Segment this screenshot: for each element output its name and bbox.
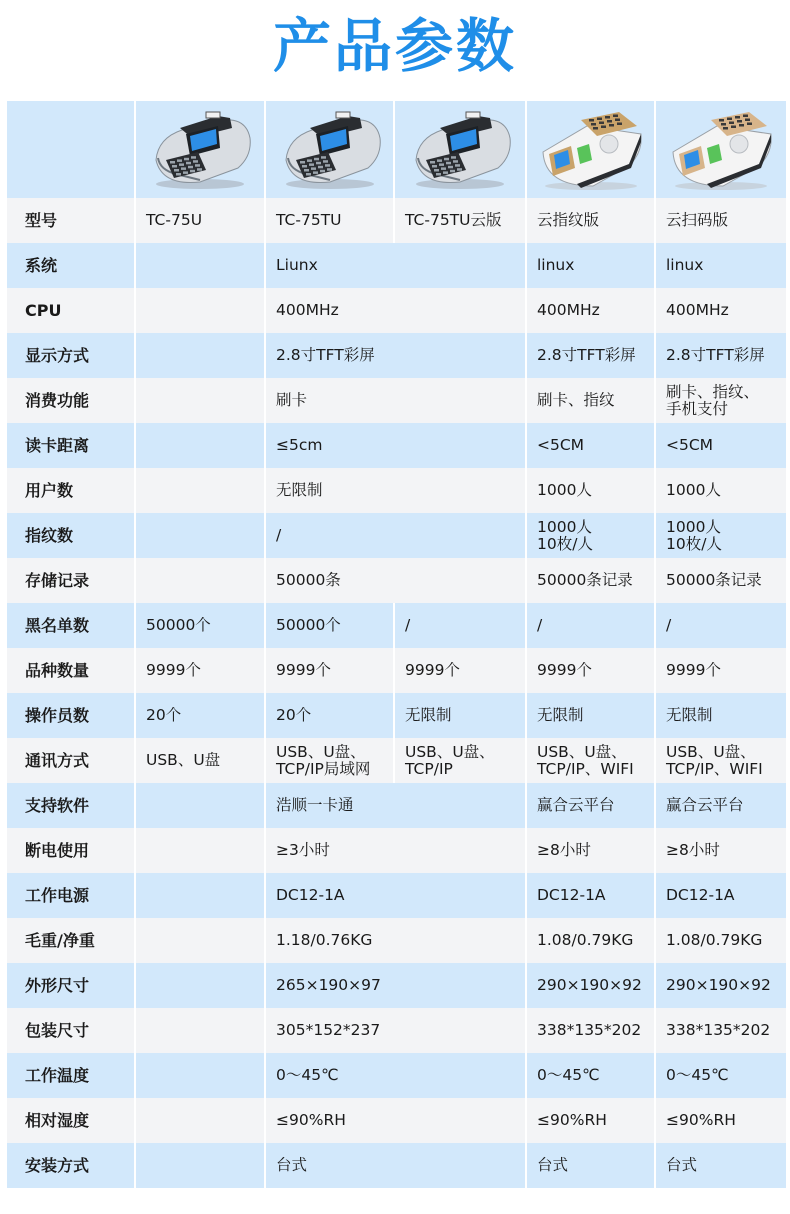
spec-value: TC-75U bbox=[136, 198, 264, 243]
spec-value: / bbox=[527, 603, 654, 648]
spec-value: USB、U盘、 TCP/IP局域网 bbox=[266, 738, 393, 783]
row-label: 系统 bbox=[7, 243, 134, 288]
spec-value: / bbox=[656, 603, 786, 648]
spec-value-shared: 305*152*237 bbox=[266, 1008, 525, 1053]
spec-value: 9999个 bbox=[136, 648, 264, 693]
empty-cell bbox=[136, 558, 264, 603]
spec-table bbox=[7, 101, 780, 1188]
empty-cell bbox=[136, 468, 264, 513]
spec-value: 338*135*202 bbox=[527, 1008, 654, 1053]
spec-value: 400MHz bbox=[527, 288, 654, 333]
spec-value: DC12-1A bbox=[527, 873, 654, 918]
spec-value: / bbox=[395, 603, 525, 648]
spec-value: 云扫码版 bbox=[656, 198, 786, 243]
empty-cell bbox=[136, 1143, 264, 1188]
spec-value: 0～45℃ bbox=[527, 1053, 654, 1098]
pos-terminal-dark-icon bbox=[146, 108, 254, 192]
product-image bbox=[266, 101, 393, 198]
row-label: 用户数 bbox=[7, 468, 134, 513]
spec-value: USB、U盘、 TCP/IP bbox=[395, 738, 525, 783]
spec-value: ≥8小时 bbox=[656, 828, 786, 873]
spec-value: DC12-1A bbox=[656, 873, 786, 918]
spec-value: TC-75TU云版 bbox=[395, 198, 525, 243]
row-label: 显示方式 bbox=[7, 333, 134, 378]
spec-value-shared: DC12-1A bbox=[266, 873, 525, 918]
spec-value-shared: ≤5cm bbox=[266, 423, 525, 468]
spec-value: 1.08/0.79KG bbox=[656, 918, 786, 963]
spec-value: 50000条记录 bbox=[656, 558, 786, 603]
row-label: 断电使用 bbox=[7, 828, 134, 873]
row-label: 毛重/净重 bbox=[7, 918, 134, 963]
spec-value-shared: 50000条 bbox=[266, 558, 525, 603]
spec-value: 50000个 bbox=[136, 603, 264, 648]
spec-value: 290×190×92 bbox=[656, 963, 786, 1008]
spec-value: ≤90%RH bbox=[656, 1098, 786, 1143]
row-label: 消费功能 bbox=[7, 378, 134, 423]
spec-value: 50000个 bbox=[266, 603, 393, 648]
spec-value: 赢合云平台 bbox=[656, 783, 786, 828]
row-label: 工作电源 bbox=[7, 873, 134, 918]
spec-value: 9999个 bbox=[527, 648, 654, 693]
empty-cell bbox=[136, 243, 264, 288]
spec-value: 无限制 bbox=[395, 693, 525, 738]
empty-cell bbox=[136, 1098, 264, 1143]
spec-value-shared: 1.18/0.76KG bbox=[266, 918, 525, 963]
spec-value: 刷卡、指纹、 手机支付 bbox=[656, 378, 786, 423]
spec-value: 刷卡、指纹 bbox=[527, 378, 654, 423]
pos-terminal-fingerprint-icon bbox=[537, 108, 645, 192]
spec-value-shared: 无限制 bbox=[266, 468, 525, 513]
spec-value-shared: 刷卡 bbox=[266, 378, 525, 423]
spec-value-shared: 浩顺一卡通 bbox=[266, 783, 525, 828]
spec-value-shared: ≥3小时 bbox=[266, 828, 525, 873]
empty-cell bbox=[136, 378, 264, 423]
row-label: CPU bbox=[7, 288, 134, 333]
spec-value: 台式 bbox=[527, 1143, 654, 1188]
spec-value: 无限制 bbox=[656, 693, 786, 738]
row-label: 通讯方式 bbox=[7, 738, 134, 783]
page-title: 产品参数 bbox=[272, 12, 517, 80]
spec-value: 50000条记录 bbox=[527, 558, 654, 603]
empty-cell bbox=[136, 1008, 264, 1053]
row-label: 品种数量 bbox=[7, 648, 134, 693]
spec-value-shared: 2.8寸TFT彩屏 bbox=[266, 333, 525, 378]
spec-value-shared: 台式 bbox=[266, 1143, 525, 1188]
empty-cell bbox=[136, 423, 264, 468]
spec-value: 20个 bbox=[266, 693, 393, 738]
spec-value-shared: 265×190×97 bbox=[266, 963, 525, 1008]
row-label: 包装尺寸 bbox=[7, 1008, 134, 1053]
product-image bbox=[656, 101, 786, 198]
spec-value: 云指纹版 bbox=[527, 198, 654, 243]
spec-value: 2.8寸TFT彩屏 bbox=[527, 333, 654, 378]
spec-value: USB、U盘、 TCP/IP、WIFI bbox=[527, 738, 654, 783]
row-label: 安装方式 bbox=[7, 1143, 134, 1188]
spec-value: 台式 bbox=[656, 1143, 786, 1188]
spec-value: 290×190×92 bbox=[527, 963, 654, 1008]
pos-terminal-dark-icon bbox=[406, 108, 514, 192]
spec-value: 9999个 bbox=[656, 648, 786, 693]
spec-value: 9999个 bbox=[395, 648, 525, 693]
row-label: 操作员数 bbox=[7, 693, 134, 738]
spec-value: 2.8寸TFT彩屏 bbox=[656, 333, 786, 378]
spec-value: USB、U盘、 TCP/IP、WIFI bbox=[656, 738, 786, 783]
empty-cell bbox=[136, 1053, 264, 1098]
spec-value-shared: ≤90%RH bbox=[266, 1098, 525, 1143]
row-label: 相对湿度 bbox=[7, 1098, 134, 1143]
spec-value: 0～45℃ bbox=[656, 1053, 786, 1098]
spec-value-shared: 0～45℃ bbox=[266, 1053, 525, 1098]
empty-cell bbox=[136, 288, 264, 333]
empty-cell bbox=[136, 828, 264, 873]
pos-terminal-dark-icon bbox=[276, 108, 384, 192]
spec-value: USB、U盘 bbox=[136, 738, 264, 783]
product-image bbox=[527, 101, 654, 198]
empty-cell bbox=[136, 963, 264, 1008]
empty-cell bbox=[136, 513, 264, 558]
spec-value: linux bbox=[656, 243, 786, 288]
row-label: 读卡距离 bbox=[7, 423, 134, 468]
spec-value: 338*135*202 bbox=[656, 1008, 786, 1053]
spec-value: 9999个 bbox=[266, 648, 393, 693]
spec-value-shared: Liunx bbox=[266, 243, 525, 288]
product-image bbox=[395, 101, 525, 198]
header-corner bbox=[7, 101, 134, 198]
spec-value-shared: 400MHz bbox=[266, 288, 525, 333]
product-image bbox=[136, 101, 264, 198]
row-label: 存储记录 bbox=[7, 558, 134, 603]
spec-value: 20个 bbox=[136, 693, 264, 738]
spec-value: 1.08/0.79KG bbox=[527, 918, 654, 963]
empty-cell bbox=[136, 333, 264, 378]
row-label: 支持软件 bbox=[7, 783, 134, 828]
row-label: 工作温度 bbox=[7, 1053, 134, 1098]
row-label: 外形尺寸 bbox=[7, 963, 134, 1008]
spec-value: <5CM bbox=[656, 423, 786, 468]
spec-value: 1000人 10枚/人 bbox=[656, 513, 786, 558]
spec-value: ≤90%RH bbox=[527, 1098, 654, 1143]
spec-value: 1000人 bbox=[656, 468, 786, 513]
spec-value: 400MHz bbox=[656, 288, 786, 333]
spec-value: linux bbox=[527, 243, 654, 288]
spec-value: 1000人 bbox=[527, 468, 654, 513]
spec-value: <5CM bbox=[527, 423, 654, 468]
spec-value-shared: / bbox=[266, 513, 525, 558]
spec-value: 无限制 bbox=[527, 693, 654, 738]
row-label: 指纹数 bbox=[7, 513, 134, 558]
row-label: 型号 bbox=[7, 198, 134, 243]
spec-value: TC-75TU bbox=[266, 198, 393, 243]
spec-value: 赢合云平台 bbox=[527, 783, 654, 828]
empty-cell bbox=[136, 918, 264, 963]
empty-cell bbox=[136, 783, 264, 828]
row-label: 黑名单数 bbox=[7, 603, 134, 648]
spec-value: 1000人 10枚/人 bbox=[527, 513, 654, 558]
empty-cell bbox=[136, 873, 264, 918]
pos-terminal-scanner-icon bbox=[667, 108, 775, 192]
spec-value: ≥8小时 bbox=[527, 828, 654, 873]
